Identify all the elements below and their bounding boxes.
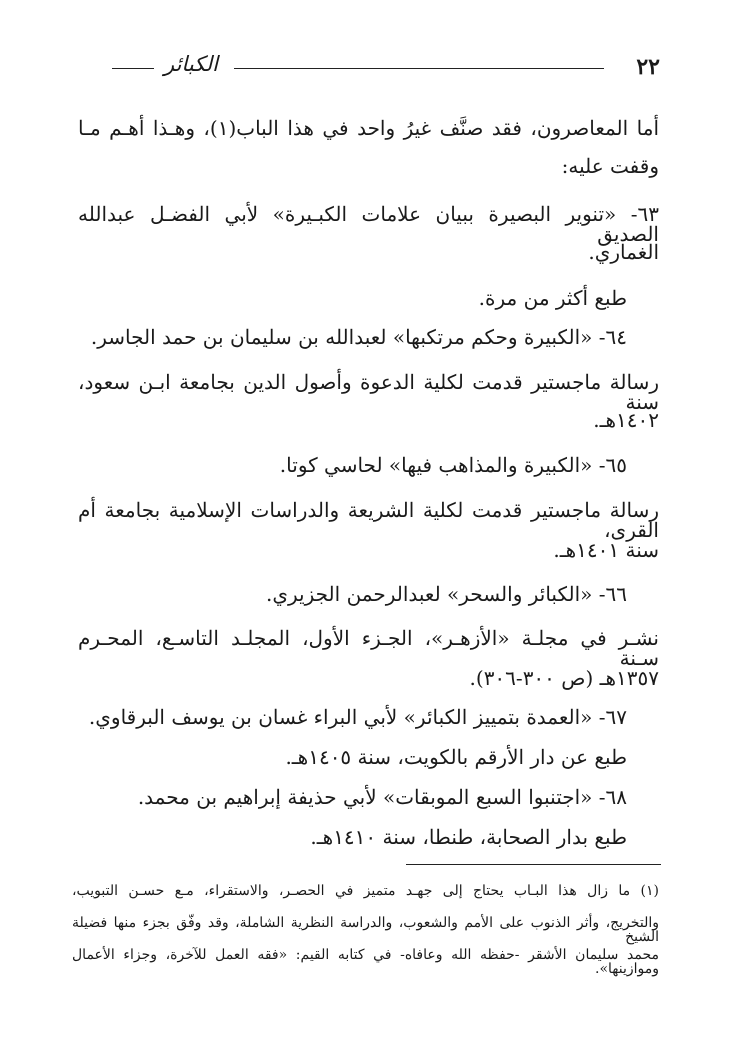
- header-rule: [234, 68, 604, 69]
- footnote-rule: [406, 864, 661, 865]
- entry-68: ٦٨- «اجتنبوا السبع الموبقات» لأبي حذيفة إبراهيم بن محمد.: [137, 785, 627, 809]
- page-header: [112, 52, 660, 82]
- publication-note: طبع أكثر من مرة.: [478, 286, 627, 310]
- entry-66: ٦٦- «الكبائر والسحر» لعبدالرحمن الجزيري.: [266, 582, 627, 606]
- running-title: الكبائر: [164, 52, 218, 76]
- publication-note: رسالة ماجستير قدمت لكلية الدعوة وأصول الدين بجامعة ابـن سعود، سنة: [78, 370, 659, 414]
- publication-note: طبع عن دار الأرقم بالكويت، سنة ١٤٠٥هـ.: [285, 745, 627, 769]
- body-line: سنة ١٤٠١هـ.: [553, 538, 659, 562]
- publication-note: نشـر في مجلـة «الأزهـر»، الجـزء الأول، المجلـد التاسـع، المحـرم سـنة: [78, 626, 659, 670]
- body-line: أما المعاصرون، فقد صنَّف غيرُ واحد في هذا الباب(١)، وهـذا أهـم مـا: [78, 116, 660, 140]
- footnote-line: محمد سليمان الأشقر -حفظه الله وعافاه- في كتابه القيم: «فقه العمل للآخرة، وجزاء الأعمال وموازينها».: [72, 947, 659, 977]
- body-line: ١٣٥٧هـ (ص ٣٠٠-٣٠٦).: [469, 666, 659, 690]
- body-line: وقفت عليه:: [561, 154, 659, 178]
- entry-67: ٦٧- «العمدة بتمييز الكبائر» لأبي البراء غسان بن يوسف البرقاوي.: [88, 705, 627, 729]
- entry-64: ٦٤- «الكبيرة وحكم مرتكبها» لعبدالله بن سليمان بن حمد الجاسر.: [90, 325, 627, 349]
- footnote-line: (١) ما زال هذا البـاب يحتاج إلى جهـد متميز في الحصـر، والاستقراء، مـع حسـن التبويب،: [72, 883, 659, 899]
- body-line: ١٤٠٢هـ.: [593, 408, 659, 432]
- entry-65: ٦٥- «الكبيرة والمذاهب فيها» لحاسي كوتا.: [279, 453, 627, 477]
- header-dash: [112, 68, 154, 69]
- footnote-line: والتخريج، وأثر الذنوب على الأمم والشعوب، والدراسة النظرية الشاملة، وقد وفّق بجزء منها فضيلة الشيخ: [72, 915, 659, 945]
- body-line: الغماري.: [588, 240, 659, 264]
- publication-note: طبع بدار الصحابة، طنطا، سنة ١٤١٠هـ.: [310, 825, 627, 849]
- entry-63: ٦٣- «تنوير البصيرة ببيان علامات الكبـيرة» لأبي الفضـل عبدالله الصديق: [78, 202, 659, 246]
- publication-note: رسالة ماجستير قدمت لكلية الشريعة والدراسات الإسلامية بجامعة أم القرى،: [78, 498, 659, 542]
- page-number: ٢٢: [636, 54, 660, 80]
